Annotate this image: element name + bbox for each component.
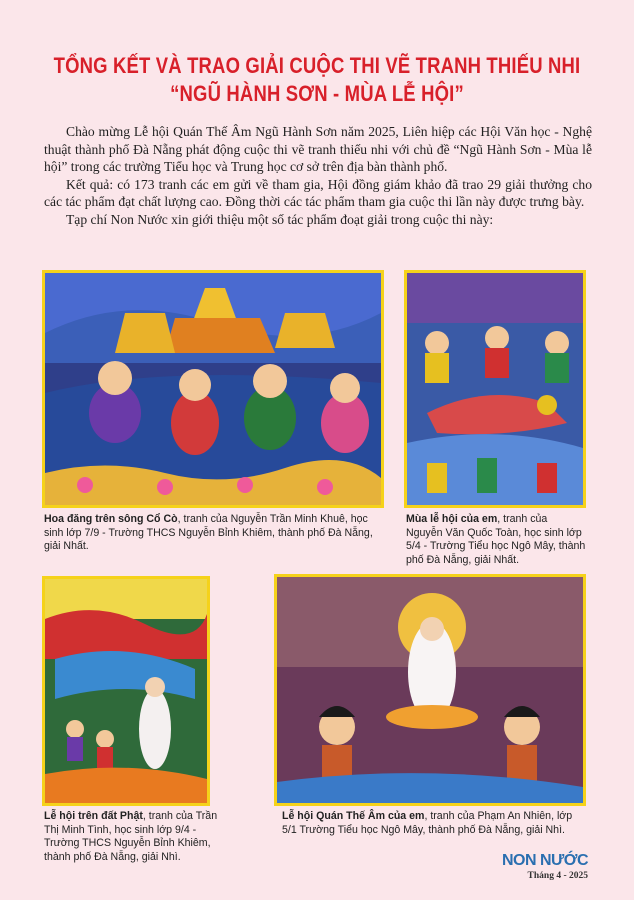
painting-quan-the-am: [274, 574, 586, 806]
caption-hoa-dang-title: Hoa đăng trên sông Cổ Cò: [44, 513, 178, 525]
magazine-logo: NON NƯỚC: [501, 852, 588, 869]
caption-quan-the-am-title: Lễ hội Quán Thế Âm của em: [282, 810, 425, 822]
painting-mua-le-hoi: [404, 270, 586, 508]
paragraph-result: Kết quả: có 173 tranh các em gửi về tham gia, Hội đồng giám khảo đã trao 29 giải thưởng cho các tác phẩm đạt chất lượng cao. Đồng thời các tác phẩm tham gia cuộc thi lần này được trưng bày.: [44, 176, 592, 210]
painting-mua-le-hoi-art: [407, 273, 583, 505]
painting-hoa-dang: [42, 270, 384, 508]
caption-dat-phat-title: Lễ hội trên đất Phật: [44, 810, 143, 822]
painting-dat-phat: [42, 576, 210, 806]
issue-date: Tháng 4 - 2025: [527, 871, 588, 881]
caption-quan-the-am-text: , tranh của Phạm An Nhiên, lớp 5/1 Trường Tiểu học Ngô Mây, thành phố Đà Nẵng, giải Nhì.: [282, 810, 573, 836]
caption-dat-phat: [44, 810, 220, 864]
caption-hoa-dang-text: , tranh của Nguyễn Trần Minh Khuê, học sinh lớp 7/9 - Trường THCS Nguyễn Bỉnh Khiêm, thành phố Đà Nẵng, giải Nhất.: [44, 513, 373, 553]
caption-mua-le-hoi-title: Mùa lễ hội của em: [406, 513, 498, 525]
caption-hoa-dang: [44, 513, 384, 554]
painting-dat-phat-art: [45, 579, 207, 803]
paragraph-introduce: Tạp chí Non Nước xin giới thiệu một số tác phẩm đoạt giải trong cuộc thi này:: [66, 211, 494, 227]
caption-mua-le-hoi-text: , tranh của Nguyễn Văn Quốc Toàn, học sinh lớp 5/4 - Trường Tiểu học Ngô Mây, thành phố Đà Nẵng, giải Nhất.: [406, 513, 586, 566]
caption-dat-phat-text: , tranh của Trần Thị Minh Tình, học sinh lớp 9/4 - Trường THCS Nguyễn Bỉnh Khiêm, thành phố Đà Nẵng, giải Nhì.: [44, 810, 218, 863]
article-body: [44, 123, 592, 229]
caption-quan-the-am: [282, 810, 582, 837]
article-title-line2: “NGŨ HÀNH SƠN - MÙA LỄ HỘI”: [170, 81, 464, 106]
caption-mua-le-hoi: [406, 513, 586, 567]
painting-hoa-dang-art: [45, 273, 381, 505]
article-title-line1: TỔNG KẾT VÀ TRAO GIẢI CUỘC THI VẼ TRANH THIẾU NHI: [53, 53, 581, 78]
paragraph-intro: Chào mừng Lễ hội Quán Thế Âm Ngũ Hành Sơn năm 2025, Liên hiệp các Hội Văn học - Nghệ thuật thành phố Đà Nẵng phát động cuộc thi vẽ tranh thiếu nhi với chủ đề “Ngũ Hành Sơn - Mùa lễ hội” trong các trường Tiểu học và Trung học cơ sở trên địa bàn thành phố.: [44, 124, 592, 175]
painting-quan-the-am-art: [277, 577, 583, 803]
